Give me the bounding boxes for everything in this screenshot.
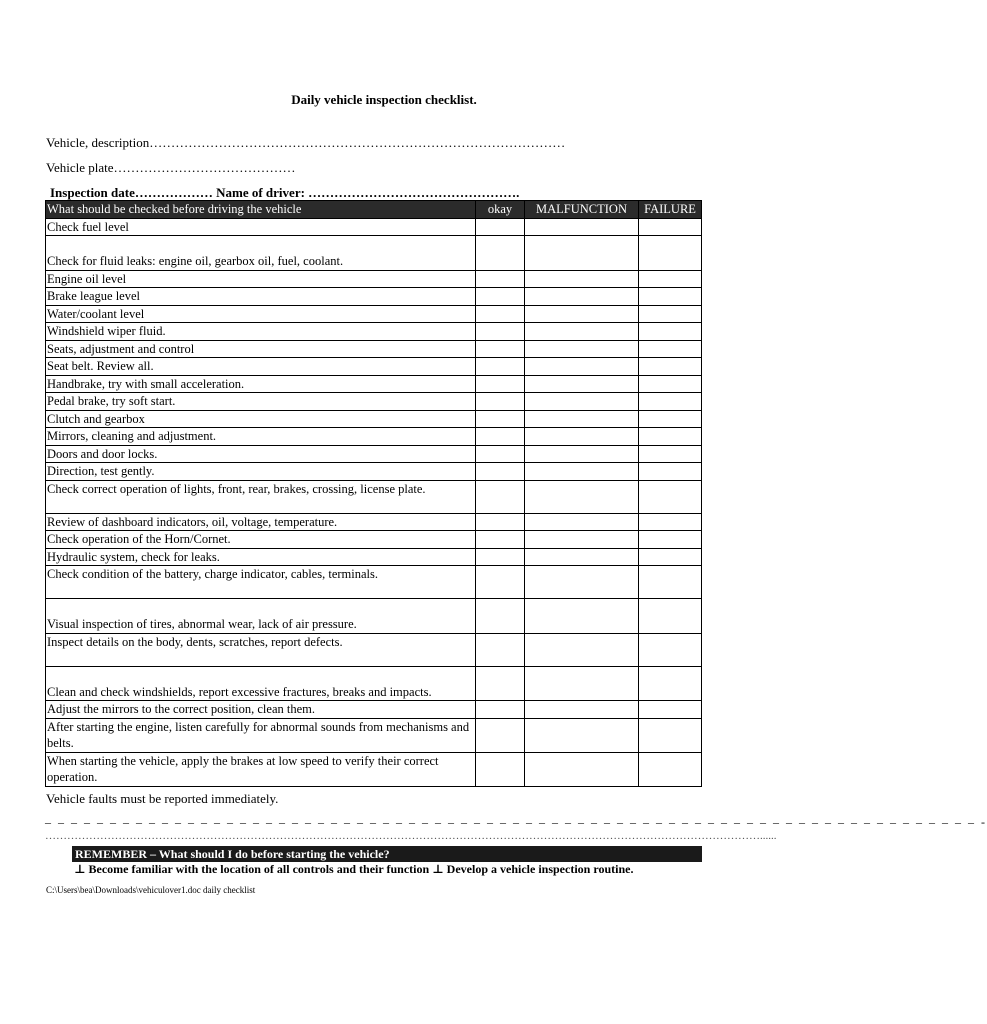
check-item-label: Mirrors, cleaning and adjustment. — [46, 428, 476, 446]
vehicle-description-field: Vehicle, description…………………………………………………………………………………… — [46, 135, 566, 150]
page-title: Daily vehicle inspection checklist. — [291, 92, 477, 107]
okay-cell[interactable] — [476, 599, 525, 634]
failure-cell[interactable] — [639, 531, 702, 549]
table-row — [46, 218, 702, 236]
failure-cell[interactable] — [639, 633, 702, 666]
table-row — [46, 270, 702, 288]
table-row — [46, 428, 702, 446]
check-item-label: Check condition of the battery, charge indicator, cables, terminals. — [46, 566, 476, 599]
malfunction-cell[interactable] — [525, 288, 639, 306]
failure-cell[interactable] — [639, 358, 702, 376]
table-row — [46, 236, 702, 271]
table-header-row — [46, 201, 702, 219]
malfunction-cell[interactable] — [525, 513, 639, 531]
malfunction-cell[interactable] — [525, 340, 639, 358]
malfunction-cell[interactable] — [525, 566, 639, 599]
malfunction-cell[interactable] — [525, 633, 639, 666]
table-row — [46, 480, 702, 513]
check-item-label: Water/coolant level — [46, 305, 476, 323]
okay-cell[interactable] — [476, 358, 525, 376]
check-item-label: Clutch and gearbox — [46, 410, 476, 428]
malfunction-cell[interactable] — [525, 548, 639, 566]
malfunction-cell[interactable] — [525, 323, 639, 341]
failure-cell[interactable] — [639, 666, 702, 701]
failure-cell[interactable] — [639, 305, 702, 323]
table-row — [46, 393, 702, 411]
failure-cell[interactable] — [639, 288, 702, 306]
okay-cell[interactable] — [476, 718, 525, 752]
check-item-label: Engine oil level — [46, 270, 476, 288]
header-failure: FAILURE — [639, 201, 702, 219]
table-row — [46, 358, 702, 376]
malfunction-cell[interactable] — [525, 531, 639, 549]
header-malfunction: MALFUNCTION — [525, 201, 639, 219]
dotted-separator: ……………………………………………………………………………………………………………………………………………………………………………...... — [45, 830, 777, 842]
table-row — [46, 513, 702, 531]
malfunction-cell[interactable] — [525, 270, 639, 288]
okay-cell[interactable] — [476, 566, 525, 599]
table-row — [46, 445, 702, 463]
header-item: What should be checked before driving the vehicle — [46, 201, 476, 219]
vehicle-plate-field: Vehicle plate…………………………………… — [46, 160, 296, 175]
failure-cell[interactable] — [639, 480, 702, 513]
okay-cell[interactable] — [476, 513, 525, 531]
table-row — [46, 463, 702, 481]
malfunction-cell[interactable] — [525, 236, 639, 271]
malfunction-cell[interactable] — [525, 480, 639, 513]
faults-note: Vehicle faults must be reported immediately. — [46, 791, 279, 806]
failure-cell[interactable] — [639, 410, 702, 428]
okay-cell[interactable] — [476, 548, 525, 566]
okay-cell[interactable] — [476, 323, 525, 341]
malfunction-cell[interactable] — [525, 718, 639, 752]
okay-cell[interactable] — [476, 752, 525, 786]
dashed-separator: – – – – – – – – – – – – – – – – – – – – – – – – – – – – – – – – – – – – – – – – – – – – – – – – – – – – – – – – – – – – – – – – – – – – – – – – - — [45, 815, 987, 829]
check-item-label: Visual inspection of tires, abnormal wear, lack of air pressure. — [46, 599, 476, 634]
okay-cell[interactable] — [476, 445, 525, 463]
malfunction-cell[interactable] — [525, 305, 639, 323]
malfunction-cell[interactable] — [525, 701, 639, 719]
check-item-label: Windshield wiper fluid. — [46, 323, 476, 341]
failure-cell[interactable] — [639, 375, 702, 393]
table-row — [46, 340, 702, 358]
failure-cell[interactable] — [639, 548, 702, 566]
check-item-label: Direction, test gently. — [46, 463, 476, 481]
table-row — [46, 599, 702, 634]
table-row — [46, 548, 702, 566]
malfunction-cell[interactable] — [525, 463, 639, 481]
check-item-label: Check correct operation of lights, front, rear, brakes, crossing, license plate. — [46, 480, 476, 513]
okay-cell[interactable] — [476, 270, 525, 288]
okay-cell[interactable] — [476, 218, 525, 236]
failure-cell[interactable] — [639, 340, 702, 358]
okay-cell[interactable] — [476, 375, 525, 393]
okay-cell[interactable] — [476, 428, 525, 446]
table-row — [46, 633, 702, 666]
table-row — [46, 566, 702, 599]
okay-cell[interactable] — [476, 288, 525, 306]
failure-cell[interactable] — [639, 393, 702, 411]
check-item-label: Pedal brake, try soft start. — [46, 393, 476, 411]
malfunction-cell[interactable] — [525, 358, 639, 376]
table-row — [46, 288, 702, 306]
table-row — [46, 410, 702, 428]
failure-cell[interactable] — [639, 701, 702, 719]
check-item-label: Hydraulic system, check for leaks. — [46, 548, 476, 566]
okay-cell[interactable] — [476, 480, 525, 513]
check-item-label: Clean and check windshields, report excessive fractures, breaks and impacts. — [46, 666, 476, 701]
failure-cell[interactable] — [639, 270, 702, 288]
okay-cell[interactable] — [476, 393, 525, 411]
malfunction-cell[interactable] — [525, 599, 639, 634]
check-item-label: Inspect details on the body, dents, scratches, report defects. — [46, 633, 476, 666]
failure-cell[interactable] — [639, 718, 702, 752]
malfunction-cell[interactable] — [525, 218, 639, 236]
malfunction-cell[interactable] — [525, 375, 639, 393]
check-item-label: Check for fluid leaks: engine oil, gearbox oil, fuel, coolant. — [46, 236, 476, 271]
failure-cell[interactable] — [639, 218, 702, 236]
table-row — [46, 323, 702, 341]
failure-cell[interactable] — [639, 445, 702, 463]
malfunction-cell[interactable] — [525, 445, 639, 463]
check-item-label: When starting the vehicle, apply the brakes at low speed to verify their correct operation. — [46, 752, 476, 786]
okay-cell[interactable] — [476, 236, 525, 271]
malfunction-cell[interactable] — [525, 428, 639, 446]
malfunction-cell[interactable] — [525, 410, 639, 428]
check-item-label: Check fuel level — [46, 218, 476, 236]
file-path: C:\Users\bea\Downloads\vehiculover1.doc daily checklist — [46, 885, 256, 895]
failure-cell[interactable] — [639, 752, 702, 786]
failure-cell[interactable] — [639, 463, 702, 481]
failure-cell[interactable] — [639, 599, 702, 634]
failure-cell[interactable] — [639, 236, 702, 271]
table-row — [46, 701, 702, 719]
remember-tips: ⊥ Become familiar with the location of all controls and their function ⊥ Develop a vehicle inspection routine. — [74, 862, 634, 876]
check-item-label: Review of dashboard indicators, oil, voltage, temperature. — [46, 513, 476, 531]
inspection-checklist-table — [45, 200, 702, 787]
table-row — [46, 718, 702, 752]
check-item-label: Handbrake, try with small acceleration. — [46, 375, 476, 393]
check-item-label: Check operation of the Horn/Cornet. — [46, 531, 476, 549]
check-item-label: Seat belt. Review all. — [46, 358, 476, 376]
okay-cell[interactable] — [476, 531, 525, 549]
table-row — [46, 752, 702, 786]
malfunction-cell[interactable] — [525, 393, 639, 411]
failure-cell[interactable] — [639, 566, 702, 599]
malfunction-cell[interactable] — [525, 666, 639, 701]
failure-cell[interactable] — [639, 428, 702, 446]
check-item-label: Seats, adjustment and control — [46, 340, 476, 358]
failure-cell[interactable] — [639, 513, 702, 531]
header-okay: okay — [476, 201, 525, 219]
okay-cell[interactable] — [476, 463, 525, 481]
okay-cell[interactable] — [476, 701, 525, 719]
okay-cell[interactable] — [476, 666, 525, 701]
remember-banner: REMEMBER – What should I do before starting the vehicle? — [72, 846, 702, 862]
table-row — [46, 305, 702, 323]
okay-cell[interactable] — [476, 633, 525, 666]
table-row — [46, 666, 702, 701]
okay-cell[interactable] — [476, 305, 525, 323]
failure-cell[interactable] — [639, 323, 702, 341]
okay-cell[interactable] — [476, 410, 525, 428]
malfunction-cell[interactable] — [525, 752, 639, 786]
check-item-label: Doors and door locks. — [46, 445, 476, 463]
check-item-label: Adjust the mirrors to the correct position, clean them. — [46, 701, 476, 719]
check-item-label: After starting the engine, listen carefully for abnormal sounds from mechanisms and belts. — [46, 718, 476, 752]
okay-cell[interactable] — [476, 340, 525, 358]
check-item-label: Brake league level — [46, 288, 476, 306]
table-row — [46, 531, 702, 549]
inspection-date-driver-field: Inspection date……………… Name of driver: …………………………………………. — [50, 185, 520, 200]
table-row — [46, 375, 702, 393]
